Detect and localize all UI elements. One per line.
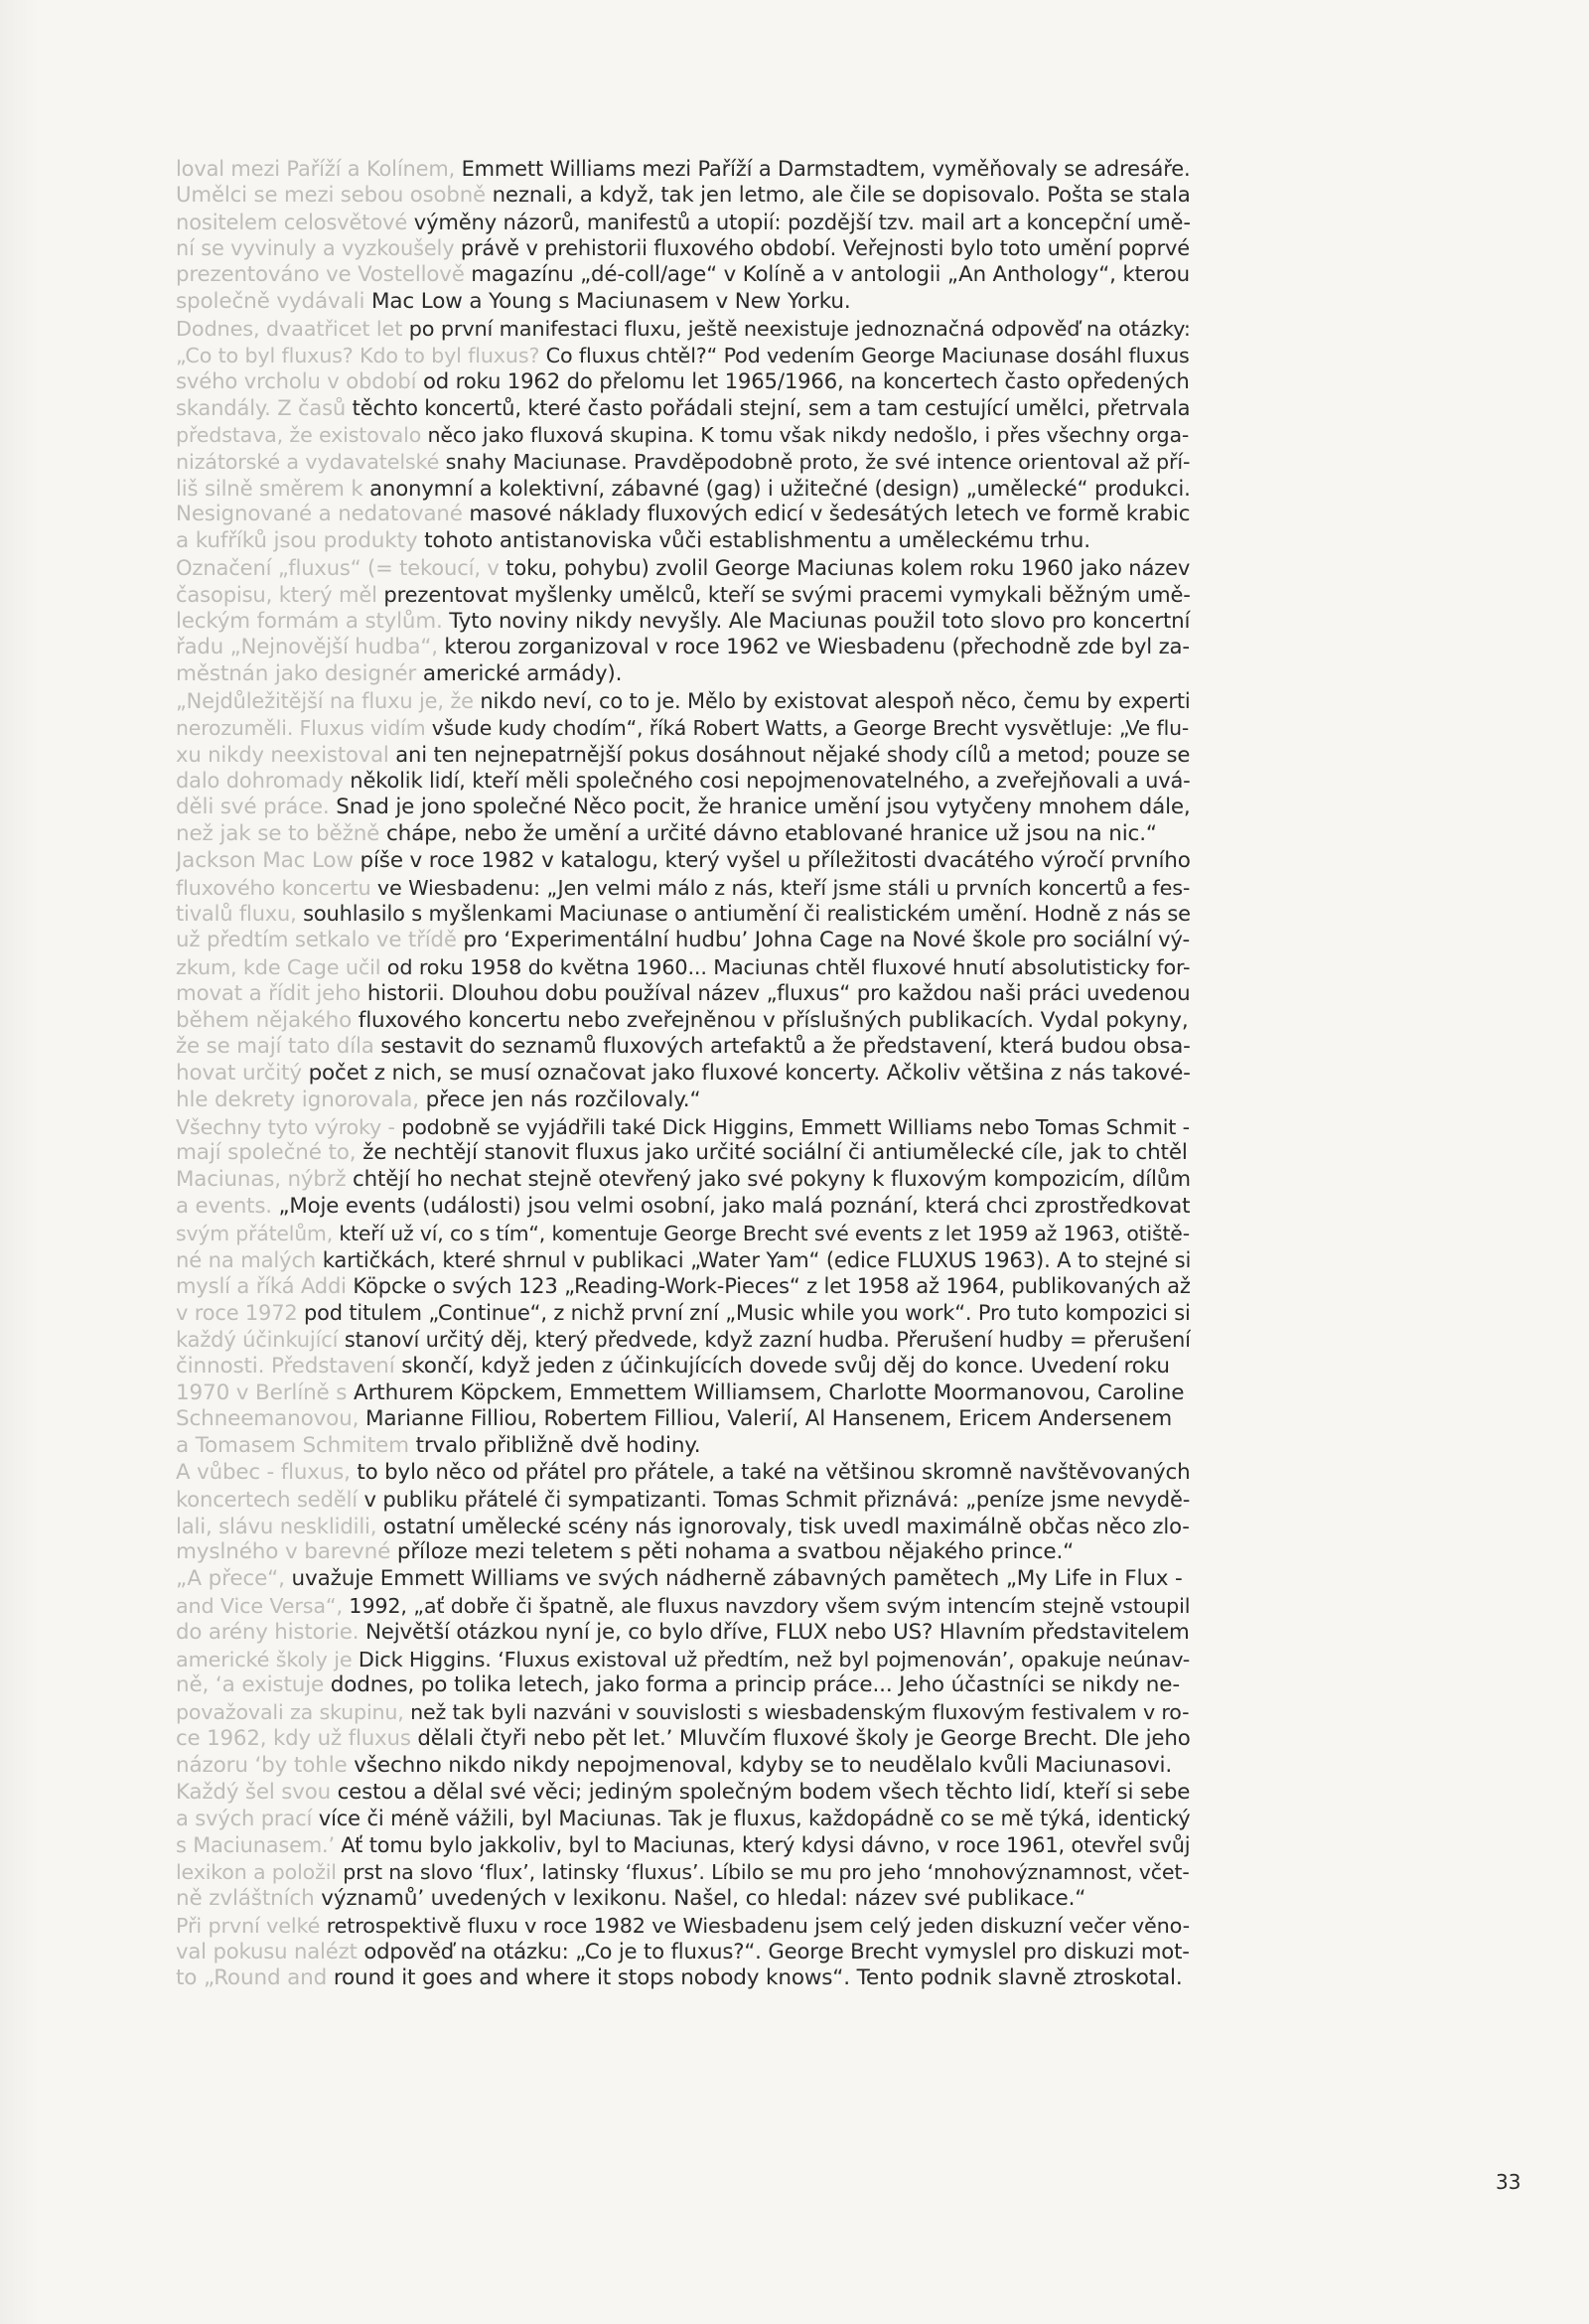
faded-line-start: Maciunas, nýbrž: [176, 1167, 347, 1193]
text-line: [176, 875, 1191, 902]
faded-line-start: během nějakého: [176, 1007, 353, 1033]
line-text: „Moje events (události) jsou velmi osobní, jako malá poznání, která chci zprostředkovat: [271, 1194, 1191, 1220]
faded-line-start: každý účinkující: [176, 1328, 339, 1353]
faded-line-start: skandály. Z časů: [176, 395, 347, 421]
text-line: [176, 555, 1191, 582]
text-line: [176, 901, 1191, 928]
faded-line-start: ní se vyvinuly a vyzkoušely: [176, 236, 455, 261]
line-text: těchto koncertů, které často pořádali stejní, sem a tam cestující umělci, přetrvala: [346, 395, 1191, 421]
line-text: píše v roce 1982 v katalogu, který vyšel u příležitosti dvacátého výročí prvního: [353, 847, 1191, 873]
faded-line-start: né na malých: [176, 1246, 317, 1272]
faded-line-start: americké školy je: [176, 1647, 353, 1671]
faded-line-start: tivalů fluxu,: [176, 902, 297, 927]
line-text: uvažuje Emmett Williams ve svých nádherně zábavných pamětech „My Life in Flux -: [284, 1566, 1183, 1592]
faded-line-start: než jak se to běžně: [176, 820, 380, 846]
line-text: více či méně vážili, byl Maciunas. Tak je fluxus, každopádně co se mě týká, identický: [312, 1806, 1191, 1831]
text-line: [176, 1327, 1191, 1354]
faded-line-start: představa, že existovalo: [176, 422, 422, 447]
text-line: [176, 848, 1191, 875]
text-line: [176, 661, 1191, 688]
line-text: pro ‘Experimentální hudbu’ Johna Cage na Nové škole pro sociální vý-: [456, 928, 1191, 953]
faded-line-start: děli své práce.: [176, 795, 330, 820]
text-line: [176, 1247, 1191, 1274]
line-text: 1992, „ať dobře či špatně, ale fluxus navzdory všem svým intencím stejně vstoupil: [342, 1594, 1191, 1619]
faded-line-start: nizátorské a vydavatelské: [176, 449, 440, 474]
page-number: 33: [1496, 2170, 1521, 2194]
text-line: [176, 582, 1191, 609]
text-line: [176, 1726, 1191, 1753]
faded-line-start: liš silně směrem k: [176, 475, 363, 501]
text-line: [176, 635, 1191, 661]
line-text: Köpcke o svých 123 „Reading-Work-Pieces“ z let 1958 až 1964, publikovaných až: [346, 1273, 1191, 1299]
faded-line-start: hovat určitý: [176, 1061, 302, 1087]
faded-line-start: Nesignované a nedatované: [176, 502, 463, 527]
faded-line-start: už předtím setkalo ve třídě: [176, 928, 457, 953]
text-line: [176, 1273, 1191, 1300]
text-line: [176, 1487, 1191, 1514]
line-text: Marianne Filliou, Robertem Filliou, Valerií, Al Hansenem, Ericem Andersenem: [359, 1406, 1173, 1432]
line-text: počet z nich, se musí označovat jako fluxové koncerty. Ačkoliv většina z nás takové-: [301, 1061, 1191, 1087]
faded-line-start: A vůbec - fluxus,: [176, 1460, 351, 1486]
text-line: [176, 981, 1191, 1008]
text-line: [176, 768, 1191, 795]
faded-line-start: ně zvláštních: [176, 1885, 315, 1911]
line-text: po první manifestaci fluxu, ještě neexistuje jednoznačná odpověď na otázky:: [402, 316, 1191, 341]
line-text: odpověď na otázku: „Co je to fluxus?“. George Brecht vymyslel pro diskuzi mot-: [357, 1939, 1190, 1964]
line-text: snahy Maciunase. Pravděpodobně proto, že své intence orientoval až pří-: [439, 449, 1191, 474]
faded-line-start: městnán jako designér: [176, 661, 417, 687]
text-line: [176, 210, 1191, 236]
line-text: retrospektivě fluxu v roce 1982 ve Wiesbadenu jsem celý jeden diskuzní večer věno-: [320, 1913, 1190, 1938]
text-line: [176, 1806, 1191, 1832]
line-text: že nechtějí stanovit fluxus jako určité sociální či antiumělecké cíle, jak to chtěl: [356, 1140, 1188, 1166]
text-line: [176, 1380, 1191, 1407]
faded-line-start: ně, ‘a existuje: [176, 1672, 325, 1698]
text-line: [176, 476, 1191, 503]
faded-line-start: řadu „Nejnovější hudba“,: [176, 635, 438, 660]
text-line: [176, 1034, 1191, 1061]
faded-line-start: loval mezi Paříží a Kolínem,: [176, 157, 456, 181]
line-text: masové náklady fluxových edicí v šedesátých letech ve formě krabic: [462, 502, 1191, 527]
line-text: Mac Low a Young s Maciunasem v New Yorku.: [364, 288, 851, 314]
line-text: cestou a dělal své věci; jediným společným bodem všech těchto lidí, kteří si sebe: [330, 1779, 1191, 1805]
faded-line-start: „Co to byl fluxus? Kdo to byl fluxus?: [176, 343, 540, 367]
text-line: [176, 1620, 1191, 1647]
faded-line-start: val pokusu nalézt: [176, 1939, 358, 1964]
text-line: [176, 795, 1191, 821]
line-text: Emmett Williams mezi Paříží a Darmstadtem, vyměňovaly se adresáře.: [455, 157, 1191, 181]
line-text: chtějí ho nechat stejně otevřený jako své pokyny k fluxovým kompozicím, dílům: [346, 1167, 1191, 1193]
text-line: [176, 156, 1191, 183]
faded-line-start: lali, slávu nesklidili,: [176, 1513, 377, 1538]
line-text: v publiku přátelé či sympatizanti. Tomas Schmit přiznává: „peníze jsme nevydě-: [358, 1486, 1191, 1512]
text-line: [176, 235, 1191, 262]
faded-line-start: „Nejdůležitější na fluxu je, že: [176, 688, 474, 713]
text-line: [176, 449, 1191, 476]
text-line: [176, 1061, 1191, 1088]
line-text: výměny názorů, manifestů a utopií: pozdější tzv. mail art a koncepční umě-: [407, 209, 1191, 234]
line-text: Ať tomu bylo jakkoliv, byl to Maciunas, který kdysi dávno, v roce 1961, otevřel svůj: [334, 1833, 1191, 1858]
faded-line-start: s Maciunasem.’: [176, 1833, 335, 1858]
text-line: [176, 1194, 1191, 1221]
line-text: Největší otázkou nyní je, co bylo dříve, FLUX nebo US? Hlavním představitelem: [359, 1619, 1190, 1645]
line-text: historii. Dlouhou dobu používal název „fluxus“ pro každou naši práci uvedenou: [361, 980, 1191, 1006]
line-text: prst na slovo ‘flux’, latinsky ‘fluxus’. Líbilo se mu pro jeho ‘mnohovýznamnost, včet-: [336, 1860, 1190, 1884]
line-text: dělali čtyři nebo pět let.’ Mluvčím fluxové školy je George Brecht. Dle jeho: [410, 1726, 1191, 1752]
line-text: magazínu „dé-coll/age“ v Kolíně a v antologii „An Anthology“, kterou: [464, 262, 1191, 288]
text-line: [176, 1354, 1191, 1380]
line-text: než tak byli nazváni v souvislosti s wiesbadenským fluxovým festivalem v ro-: [403, 1700, 1190, 1725]
faded-line-start: svého vrcholu v období: [176, 368, 417, 394]
text-line: [176, 316, 1191, 343]
faded-line-start: Umělci se mezi sebou osobně: [176, 182, 486, 208]
line-text: trvalo přibližně dvě hodiny.: [408, 1433, 701, 1459]
faded-line-start: prezentováno ve Vostellově: [176, 262, 465, 288]
text-line: [176, 821, 1191, 848]
text-line: [176, 1433, 1191, 1460]
line-text: ani ten nejnepatrnější pokus dosáhnout nějaké shody cílů a metod; pouze se: [388, 741, 1191, 767]
text-line: [176, 1939, 1191, 1965]
text-line: [176, 609, 1191, 636]
line-text: významů’ uvedených v lexikonu. Našel, co hledal: název své publikace.“: [314, 1885, 1086, 1911]
text-line: [176, 1008, 1191, 1035]
line-text: anonymní a kolektivní, zábavné (gag) i užitečné (design) „umělecké“ produkci.: [362, 475, 1191, 501]
faded-line-start: a kufříků jsou produkty: [176, 528, 418, 554]
faded-line-start: názoru ‘by tohle: [176, 1752, 348, 1778]
text-line: [176, 1167, 1191, 1194]
line-text: ve Wiesbadenu: „Jen velmi málo z nás, kteří jsme stáli u prvních koncertů a fes-: [370, 875, 1191, 900]
faded-line-start: časopisu, který měl: [176, 581, 377, 607]
faded-line-start: Každý šel svou: [176, 1779, 331, 1805]
text-line: [176, 1913, 1191, 1940]
faded-line-start: leckým formám a stylům.: [176, 608, 443, 634]
line-text: Tyto noviny nikdy nevyšly. Ale Maciunas použil toto slovo pro koncertní: [442, 608, 1191, 634]
line-text: stanoví určitý děj, který předvede, když zazní hudba. Přerušení hudby = přerušení: [338, 1328, 1191, 1353]
body-text: [176, 156, 1191, 1992]
text-line: [176, 1699, 1191, 1726]
line-text: všude kudy chodím“, říká Robert Watts, a George Brecht vysvětluje: „Ve flu-: [425, 715, 1190, 740]
text-line: [176, 742, 1191, 769]
line-text: kterou zorganizoval v roce 1962 ve Wiesbadenu (přechodně zde byl za-: [437, 635, 1190, 660]
line-text: několik lidí, kteří měli společného cosi nepojmenovatelného, a zveřejňovali a uvá-: [343, 769, 1191, 794]
text-line: [176, 1114, 1191, 1141]
faded-line-start: to „Round and: [176, 1965, 328, 1991]
line-text: round it goes and where it stops nobody knows“. Tento podnik slavně ztroskotal.: [327, 1965, 1183, 1991]
faded-line-start: ce 1962, kdy už fluxus: [176, 1726, 411, 1752]
text-line: [176, 262, 1191, 289]
faded-line-start: a Tomasem Schmitem: [176, 1433, 409, 1459]
faded-line-start: and Vice Versa“,: [176, 1594, 343, 1619]
text-line: [176, 1886, 1191, 1913]
line-text: kartičkách, které shrnul v publikaci „Water Yam“ (edice FLUXUS 1963). A to stejné si: [316, 1246, 1191, 1272]
line-text: Dick Higgins. ‘Fluxus existoval už předtím, než byl pojmenován’, opakuje neúnav-: [352, 1647, 1191, 1671]
line-text: právě v prehistorii fluxového období. Veřejnosti bylo toto umění poprvé: [454, 236, 1190, 261]
faded-line-start: Všechny tyto výroky -: [176, 1114, 395, 1139]
text-line: [176, 1859, 1191, 1886]
line-text: neznali, a když, tak jen letmo, ale čile se dopisovalo. Pošta se stala: [485, 182, 1191, 208]
line-text: od roku 1958 do května 1960... Maciunas chtěl fluxové hnutí absolutisticky for-: [380, 954, 1191, 979]
text-line: [176, 1566, 1191, 1593]
faded-line-start: koncertech sedělí: [176, 1486, 358, 1512]
text-line: [176, 1780, 1191, 1807]
text-line: [176, 1965, 1191, 1992]
faded-line-start: 1970 v Berlíně s: [176, 1380, 348, 1405]
line-text: fluxového koncertu nebo zveřejněnou v příslušných publikacích. Vydal pokyny,: [352, 1007, 1189, 1033]
faded-line-start: Dodnes, dvaatřicet let: [176, 316, 403, 341]
faded-line-start: dalo dohromady: [176, 769, 344, 794]
line-text: Co fluxus chtěl?“ Pod vedením George Maciunase dosáhl fluxus: [539, 343, 1190, 367]
line-text: toku, pohybu) zvolil George Maciunas kolem roku 1960 jako název: [499, 554, 1191, 580]
text-line: [176, 1539, 1191, 1566]
line-text: od roku 1962 do přelomu let 1965/1966, na koncertech často opředených: [416, 368, 1190, 394]
faded-line-start: zkum, kde Cage učil: [176, 954, 381, 979]
line-text: skončí, když jeden z účinkujících dovede svůj děj do konce. Uvedení roku: [394, 1353, 1170, 1379]
line-text: sestavit do seznamů fluxových artefaktů a že představení, která budou obsa-: [373, 1034, 1191, 1060]
faded-line-start: společně vydávali: [176, 288, 365, 314]
text-line: [176, 1832, 1191, 1859]
line-text: chápe, nebo že umění a určité dávno etablované hranice už jsou na nic.“: [379, 820, 1157, 846]
line-text: to bylo něco od přátel pro přátele, a také na většinou skromně navštěvovaných: [350, 1460, 1191, 1486]
text-line: [176, 688, 1191, 715]
faded-line-start: do arény historie.: [176, 1619, 360, 1645]
line-text: dodnes, po tolika letech, jako forma a princip práce... Jeho účastníci se nikdy ne-: [324, 1672, 1180, 1698]
faded-line-start: myslného v barevné: [176, 1539, 391, 1565]
text-line: [176, 1593, 1191, 1620]
text-line: [176, 715, 1191, 742]
faded-line-start: xu nikdy neexistoval: [176, 741, 389, 767]
faded-line-start: v roce 1972: [176, 1301, 298, 1326]
line-text: ostatní umělecké scény nás ignorovaly, tisk uvedl maximálně občas něco zlo-: [376, 1513, 1190, 1538]
faded-line-start: Označení „fluxus“ (= tekoucí, v: [176, 554, 500, 580]
text-line: [176, 1088, 1191, 1114]
text-line: [176, 1406, 1191, 1433]
text-line: [176, 1221, 1191, 1247]
line-text: pod titulem „Continue“, z nichž první zní „Music while you work“. Pro tuto kompozici si: [297, 1301, 1191, 1326]
faded-line-start: lexikon a položil: [176, 1860, 337, 1884]
text-line: [176, 1753, 1191, 1780]
text-line: [176, 1460, 1191, 1487]
text-line: [176, 368, 1191, 395]
text-line: [176, 422, 1191, 449]
text-line: [176, 502, 1191, 528]
faded-line-start: a svých prací: [176, 1806, 313, 1831]
line-text: podobně se vyjádřili také Dick Higgins, Emmett Williams nebo Tomas Schmit -: [394, 1114, 1190, 1139]
text-line: [176, 343, 1191, 369]
faded-line-start: činnosti. Představení: [176, 1353, 395, 1379]
text-line: [176, 289, 1191, 316]
faded-line-start: nositelem celosvětové: [176, 209, 408, 234]
text-line: [176, 1672, 1191, 1699]
faded-line-start: mají společné to,: [176, 1140, 357, 1166]
faded-line-start: „A přece“,: [176, 1566, 285, 1592]
faded-line-start: nerozuměli. Fluxus vidím: [176, 715, 426, 740]
line-text: americké armády).: [416, 661, 623, 687]
line-text: Snad je jono společné Něco pocit, že hranice umění jsou vytyčeny mnohem dále,: [329, 795, 1191, 820]
line-text: příloze mezi teletem s pěti nohama a svatbou nějakého prince.“: [390, 1539, 1075, 1565]
faded-line-start: považovali za skupinu,: [176, 1700, 404, 1725]
text-line: [176, 395, 1191, 422]
line-text: nikdo neví, co to je. Mělo by existovat alespoň něco, čemu by experti: [473, 688, 1191, 713]
text-line: [176, 1140, 1191, 1167]
line-text: kteří už ví, co s tím“, komentuje George Brecht své events z let 1959 až 1963, otiště-: [333, 1221, 1190, 1245]
line-text: všechno nikdo nikdy nepojmenoval, kdyby se to neudělalo kvůli Maciunasovi.: [347, 1752, 1173, 1778]
line-text: prezentovat myšlenky umělců, kteří se svými pracemi vymykali běžným umě-: [376, 581, 1191, 607]
text-line: [176, 928, 1191, 954]
text-line: [176, 954, 1191, 981]
line-text: tohoto antistanoviska vůči establishmentu a uměleckému trhu.: [417, 528, 1090, 554]
faded-line-start: a events.: [176, 1194, 272, 1220]
line-text: přece jen nás rozčilovaly.“: [418, 1087, 701, 1112]
faded-line-start: fluxového koncertu: [176, 875, 371, 900]
faded-line-start: myslí a říká Addi: [176, 1273, 347, 1299]
text-line: [176, 1300, 1191, 1327]
text-line: [176, 528, 1191, 555]
text-line: [176, 1647, 1191, 1673]
line-text: něco jako fluxová skupina. K tomu však nikdy nedošlo, i přes všechny orga-: [421, 422, 1190, 447]
faded-line-start: Jackson Mac Low: [176, 847, 354, 873]
line-text: Arthurem Köpckem, Emmettem Williamsem, Charlotte Moormanovou, Caroline: [347, 1380, 1185, 1405]
faded-line-start: svým přátelům,: [176, 1221, 334, 1245]
faded-line-start: movat a řídit jeho: [176, 980, 361, 1006]
text-line: [176, 183, 1191, 210]
faded-line-start: Schneemanovou,: [176, 1406, 360, 1432]
faded-line-start: hle dekrety ignorovala,: [176, 1087, 419, 1112]
faded-line-start: Při první velké: [176, 1913, 321, 1938]
line-text: souhlasilo s myšlenkami Maciunase o antiumění či realistickém umění. Hodně z nás se: [296, 902, 1191, 927]
text-line: [176, 1514, 1191, 1540]
faded-line-start: že se mají tato díla: [176, 1034, 374, 1060]
